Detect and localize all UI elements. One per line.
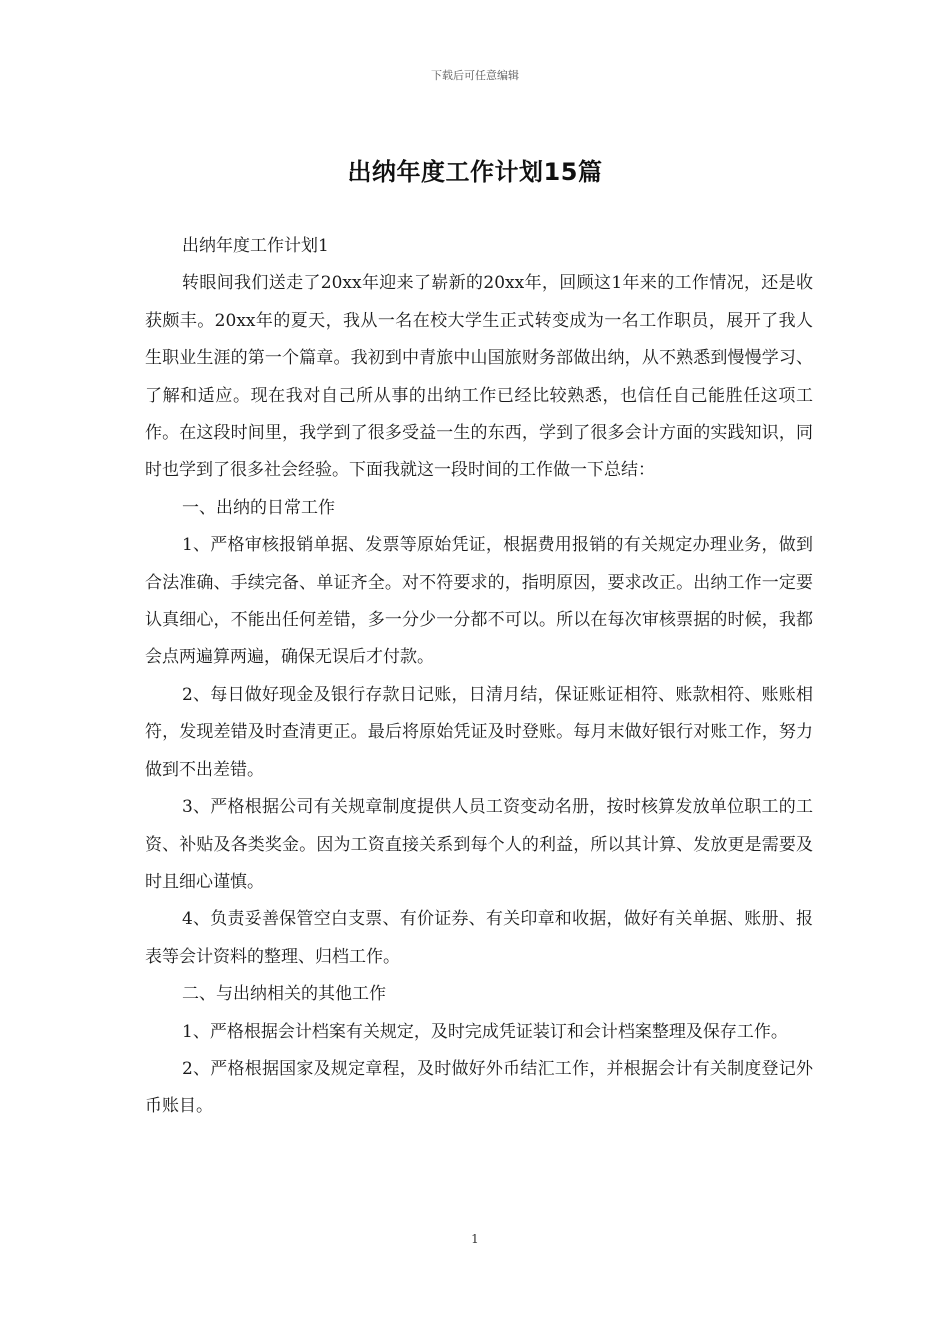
section-heading-plan-1: 出纳年度工作计划1 [182, 236, 329, 256]
document-title: 出纳年度工作计划15篇 [347, 158, 603, 186]
intro-paragraph: 转眼间我们送走了20xx年迎来了崭新的20xx年，回顾这1年来的工作情况，还是收获颇丰。20xx年的夏天，我从一名在校大学生正式转变成为一名工作职员，展开了我人生职业生涯的第一个篇章。我初到中青旅中山国旅财务部做出纳，从不熟悉到慢慢学习、了解和适应。现在我对自己所从事的出纳工作已经比较熟悉，也信任自己能胜任这项工作。在这段时间里，我学到了很多受益一生的东西，学到了很多会计方面的实践知识，同时也学到了很多社会经验。下面我就这一段时间的工作做一下总结： [145, 273, 813, 481]
other-work-item-1: 1、严格根据会计档案有关规定，及时完成凭证装订和会计档案整理及保存工作。 [182, 1021, 788, 1042]
page-number: 1 [471, 1232, 479, 1246]
daily-work-item-4: 4、负责妥善保管空白支票、有价证券、有关印章和收据，做好有关单据、账册、报表等会计资料的整理、归档工作。 [145, 909, 813, 967]
section-heading-daily-work: 一、出纳的日常工作 [182, 497, 335, 518]
daily-work-item-2: 2、每日做好现金及银行存款日记账，日清月结，保证账证相符、账款相符、账账相符，发现差错及时查清更正。最后将原始凭证及时登账。每月末做好银行对账工作，努力做到不出差错。 [145, 684, 813, 780]
document-body [145, 228, 813, 1126]
daily-work-item-1: 1、严格审核报销单据、发票等原始凭证，根据费用报销的有关规定办理业务，做到合法准确、手续完备、单证齐全。对不符要求的，指明原因，要求改正。出纳工作一定要认真细心，不能出任何差错，多一分少一分都不可以。所以在每次审核票据的时候，我都会点两遍算两遍，确保无误后才付款。 [145, 535, 813, 668]
section-heading-other-work: 二、与出纳相关的其他工作 [182, 984, 386, 1005]
header-note: 下载后可任意编辑 [431, 69, 519, 82]
daily-work-item-3: 3、严格根据公司有关规章制度提供人员工资变动名册，按时核算发放单位职工的工资、补贴及各类奖金。因为工资直接关系到每个人的利益，所以其计算、发放更是需要及时且细心谨慎。 [145, 797, 813, 892]
other-work-item-2: 2、严格根据国家及规定章程，及时做好外币结汇工作，并根据会计有关制度登记外币账目。 [145, 1058, 813, 1117]
